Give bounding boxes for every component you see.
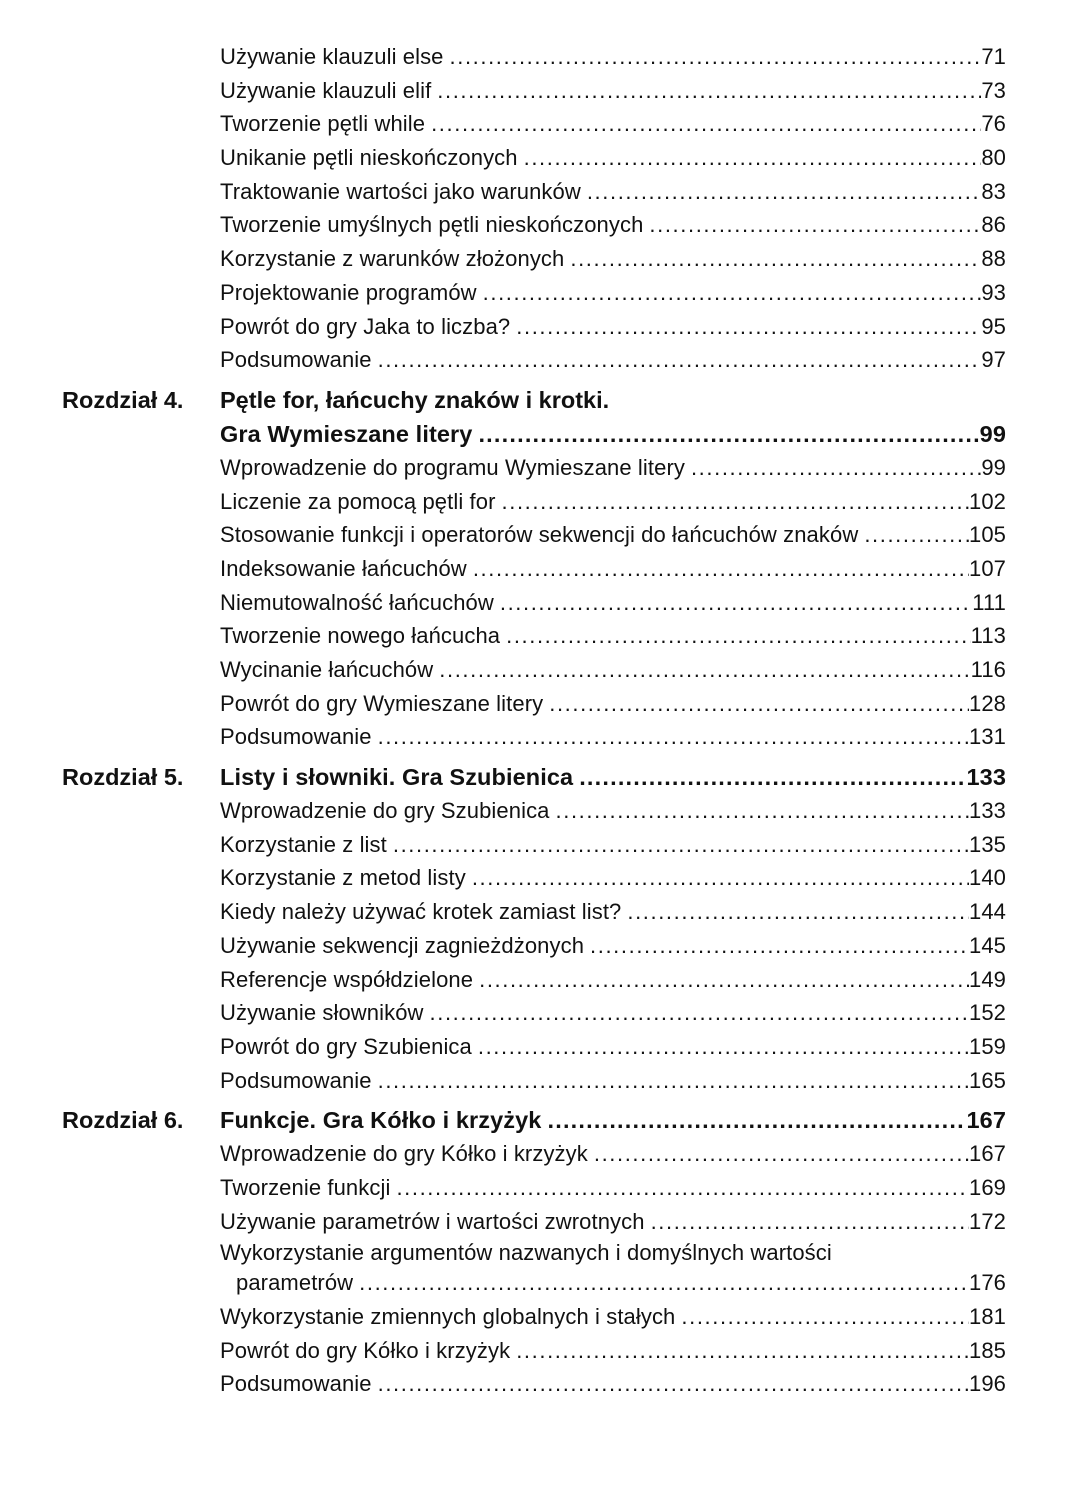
toc-entry[interactable] <box>220 996 1006 1030</box>
toc-entry[interactable] <box>220 208 1006 242</box>
toc-entries <box>62 40 1006 1401</box>
dot-leader <box>594 1137 969 1171</box>
entry-page: 185 <box>968 1337 1006 1363</box>
entry-page: 131 <box>968 724 1006 750</box>
toc-entry-continuation[interactable] <box>220 1266 1006 1300</box>
entry-page: 181 <box>968 1304 1006 1329</box>
dot-leader <box>396 1171 969 1205</box>
chapter-4 <box>62 383 1006 754</box>
toc-entry[interactable] <box>220 963 1006 997</box>
toc-entry[interactable] <box>220 653 1006 687</box>
chapter-heading[interactable] <box>220 417 1006 451</box>
toc-entry[interactable] <box>220 1064 1006 1098</box>
entry-title: Powrót do gry Kółko i krzyżyk <box>220 1337 511 1363</box>
entry-page: 135 <box>968 831 1006 857</box>
toc-entry[interactable] <box>220 895 1006 929</box>
dot-leader <box>691 451 981 485</box>
dot-leader <box>437 74 981 108</box>
entry-title: Wprowadzenie do gry Szubienica <box>220 798 550 824</box>
entry-page: 169 <box>968 1174 1006 1200</box>
toc-entry[interactable] <box>220 310 1006 344</box>
entry-page: 86 <box>981 212 1006 238</box>
entry-page: 76 <box>981 111 1006 137</box>
dot-leader <box>500 586 972 620</box>
dot-leader <box>547 1103 966 1137</box>
entry-title: Referencje współdzielone <box>220 966 474 992</box>
dot-leader <box>502 485 969 519</box>
chapter-page: 133 <box>966 764 1006 791</box>
entry-title: Projektowanie programów <box>220 279 477 305</box>
toc-entry[interactable] <box>220 1171 1006 1205</box>
toc-entry[interactable] <box>220 141 1006 175</box>
entry-title: Liczenie za pomocą pętli for <box>220 488 496 514</box>
entry-page: 116 <box>970 657 1006 682</box>
dot-leader <box>590 929 969 963</box>
entry-title: Podsumowanie <box>220 1371 372 1397</box>
toc-entry[interactable] <box>220 40 1006 74</box>
dot-leader <box>378 343 982 377</box>
entry-title: Wykorzystanie argumentów nazwanych i domyślnych wartości <box>220 1240 832 1266</box>
dot-leader <box>378 720 969 754</box>
dot-leader <box>516 1334 969 1368</box>
entry-page: 159 <box>968 1033 1006 1059</box>
entry-page: 99 <box>981 454 1006 480</box>
entry-page: 167 <box>968 1141 1006 1167</box>
dot-leader <box>439 653 970 687</box>
chapter-heading[interactable] <box>220 1103 1006 1137</box>
dot-leader <box>479 963 969 997</box>
entry-title: Wycinanie łańcuchów <box>220 657 434 682</box>
entry-page: 140 <box>968 865 1006 891</box>
entry-title: Powrót do gry Wymieszane litery <box>220 690 544 716</box>
chapter-page: 167 <box>966 1107 1006 1134</box>
entry-page: 107 <box>968 555 1006 581</box>
entry-title: Powrót do gry Jaka to liczba? <box>220 313 511 339</box>
dot-leader <box>431 107 981 141</box>
entry-title: Niemutowalność łańcuchów <box>220 589 494 615</box>
chapter-title-line1[interactable]: Pętle for, łańcuchy znaków i krotki. <box>220 386 610 413</box>
entry-title-continuation: parametrów <box>236 1270 354 1296</box>
toc-entry[interactable] <box>220 107 1006 141</box>
toc-entry[interactable] <box>220 552 1006 586</box>
entry-title: Kiedy należy używać krotek zamiast list? <box>220 899 622 925</box>
dot-leader <box>473 552 969 586</box>
chapter-label: Rozdział 5. <box>62 764 184 791</box>
entry-page: 152 <box>968 1000 1006 1026</box>
entry-title: Tworzenie umyślnych pętli nieskończonych <box>220 212 644 238</box>
entry-page: 97 <box>981 347 1006 373</box>
entry-page: 176 <box>968 1270 1006 1296</box>
dot-leader <box>681 1300 969 1334</box>
dot-leader <box>627 895 969 929</box>
entry-page: 144 <box>968 899 1006 925</box>
chapter-title: Funkcje. Gra Kółko i krzyżyk <box>220 1107 542 1134</box>
entry-page: 111 <box>972 589 1006 615</box>
entry-page: 102 <box>968 488 1006 514</box>
chapter-title: Listy i słowniki. Gra Szubienica <box>220 764 574 791</box>
entry-page: 105 <box>968 522 1006 548</box>
entry-page: 133 <box>968 798 1006 824</box>
dot-leader <box>556 794 969 828</box>
entry-title: Korzystanie z warunków złożonych <box>220 246 565 272</box>
entry-page: 93 <box>981 279 1006 305</box>
entry-page: 71 <box>981 44 1006 69</box>
dot-leader <box>478 417 979 451</box>
entry-page: 196 <box>968 1371 1006 1397</box>
chapter-label: Rozdział 6. <box>62 1107 184 1134</box>
entry-title: Wprowadzenie do programu Wymieszane litery <box>220 454 685 480</box>
dot-leader <box>450 40 982 74</box>
toc-entry[interactable] <box>220 586 1006 620</box>
entry-title: Unikanie pętli nieskończonych <box>220 145 518 171</box>
entry-page: 73 <box>981 77 1006 103</box>
entry-page: 128 <box>968 690 1006 716</box>
entry-page: 145 <box>968 932 1006 958</box>
toc-entry[interactable] <box>220 242 1006 276</box>
toc-entry[interactable] <box>220 1205 1006 1239</box>
toc-entry[interactable] <box>220 861 1006 895</box>
entry-title: Podsumowanie <box>220 347 372 373</box>
dot-leader <box>506 619 971 653</box>
dot-leader <box>864 518 969 552</box>
toc-entry[interactable] <box>220 828 1006 862</box>
toc-entry[interactable] <box>220 175 1006 209</box>
entry-title: Używanie klauzuli elif <box>220 77 432 103</box>
entry-title: Używanie klauzuli else <box>220 44 444 69</box>
toc-entry[interactable] <box>220 1137 1006 1171</box>
toc-entry[interactable] <box>220 74 1006 108</box>
chapter-title: Gra Wymieszane litery <box>220 420 473 447</box>
dot-leader <box>570 242 981 276</box>
toc-entry[interactable] <box>220 343 1006 377</box>
entry-title: Indeksowanie łańcuchów <box>220 555 467 581</box>
dot-leader <box>524 141 982 175</box>
dot-leader <box>430 996 969 1030</box>
entry-title: Używanie sekwencji zagnieżdżonych <box>220 932 585 958</box>
toc-entry[interactable] <box>220 1300 1006 1334</box>
intro-entry-list <box>220 40 1006 377</box>
chapter-heading[interactable] <box>220 760 1006 794</box>
dot-leader <box>393 828 969 862</box>
toc-entry[interactable] <box>220 619 1006 653</box>
dot-leader <box>483 276 982 310</box>
toc-entry[interactable] <box>220 1367 1006 1401</box>
entry-page: 88 <box>981 246 1006 272</box>
toc-entry[interactable] <box>220 1030 1006 1064</box>
toc-entry[interactable] <box>220 518 1006 552</box>
toc-entry[interactable] <box>220 687 1006 721</box>
dot-leader <box>579 760 966 794</box>
dot-leader <box>549 687 969 721</box>
toc-entry[interactable] <box>220 451 1006 485</box>
dot-leader <box>651 1205 969 1239</box>
entry-title: Powrót do gry Szubienica <box>220 1033 472 1059</box>
entry-title: Tworzenie funkcji <box>220 1174 391 1200</box>
entry-page: 149 <box>968 966 1006 992</box>
entry-title: Korzystanie z metod listy <box>220 865 466 891</box>
entry-title: Podsumowanie <box>220 724 372 750</box>
entry-title: Podsumowanie <box>220 1067 372 1093</box>
chapter-page: 99 <box>979 420 1006 447</box>
entry-page: 165 <box>968 1067 1006 1093</box>
entry-title: Używanie parametrów i wartości zwrotnych <box>220 1208 645 1234</box>
entry-title: Traktowanie wartości jako warunków <box>220 178 581 204</box>
dot-leader <box>378 1367 969 1401</box>
entry-title: Stosowanie funkcji i operatorów sekwencji do łańcuchów znaków <box>220 522 859 548</box>
toc-entry[interactable] <box>220 794 1006 828</box>
entry-page: 113 <box>970 623 1006 649</box>
dot-leader <box>649 208 981 242</box>
chapter-5 <box>62 760 1006 1097</box>
dot-leader <box>478 1030 969 1064</box>
entry-title: Wykorzystanie zmiennych globalnych i stałych <box>220 1304 676 1329</box>
toc-entry-first-line[interactable] <box>220 1238 1006 1266</box>
dot-leader <box>472 861 969 895</box>
toc-entry[interactable] <box>220 276 1006 310</box>
entry-title: Korzystanie z list <box>220 831 387 857</box>
toc-entry[interactable] <box>220 929 1006 963</box>
toc-entry[interactable] <box>220 1334 1006 1368</box>
entry-page: 95 <box>981 313 1006 339</box>
entry-title: Używanie słowników <box>220 1000 424 1026</box>
chapter-6 <box>62 1103 1006 1401</box>
entry-page: 172 <box>968 1208 1006 1234</box>
dot-leader <box>587 175 981 209</box>
entry-page: 83 <box>981 178 1006 204</box>
dot-leader <box>516 310 981 344</box>
chapter-label: Rozdział 4. <box>62 386 184 413</box>
toc-entry[interactable] <box>220 485 1006 519</box>
dot-leader <box>359 1266 969 1300</box>
entry-title: Wprowadzenie do gry Kółko i krzyżyk <box>220 1141 588 1167</box>
entry-title: Tworzenie pętli while <box>220 111 426 137</box>
entry-page: 80 <box>981 145 1006 171</box>
dot-leader <box>378 1064 969 1098</box>
entry-title: Tworzenie nowego łańcucha <box>220 623 501 649</box>
toc-entry[interactable] <box>220 720 1006 754</box>
